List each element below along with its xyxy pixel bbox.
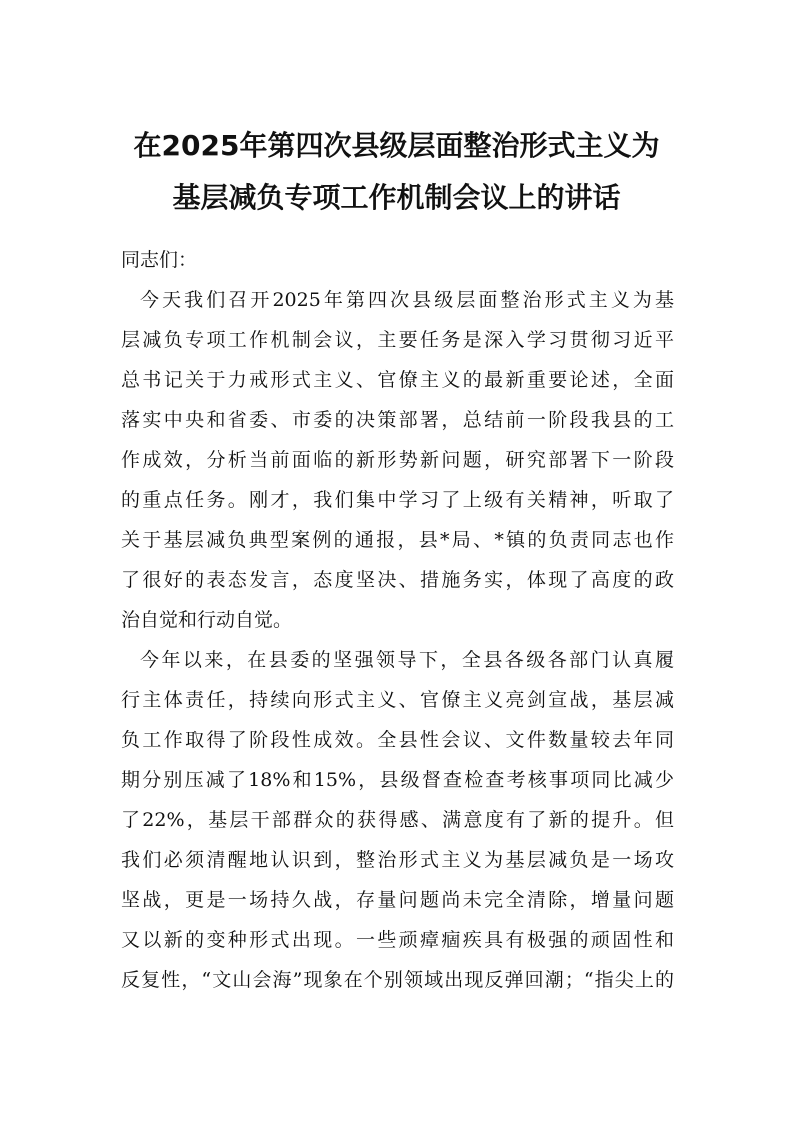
title-line-2: 基层减负专项工作机制会议上的讲话	[172, 181, 621, 214]
paragraph-line: 作成效，分析当前面临的新形势新问题，研究部署下一阶段	[121, 449, 674, 471]
paragraph-line: 今天我们召开2025年第四次县级层面整治形式主义为基	[140, 289, 674, 311]
paragraph-line: 落实中央和省委、市委的决策部署，总结前一阶段我县的工	[121, 409, 674, 431]
paragraph-line: 关于基层减负典型案例的通报，县*局、*镇的负责同志也作	[121, 529, 674, 551]
paragraph-line: 了很好的表态发言，态度坚决、措施务实，体现了高度的政	[121, 569, 674, 591]
paragraph-line: 坚战，更是一场持久战，存量问题尚未完全清除，增量问题	[121, 889, 674, 911]
paragraph-line: 层减负专项工作机制会议，主要任务是深入学习贯彻习近平	[121, 329, 674, 351]
paragraph-line: 行主体责任，持续向形式主义、官僚主义亮剑宣战，基层减	[121, 689, 674, 711]
paragraph-line: 我们必须清醒地认识到，整治形式主义为基层减负是一场攻	[121, 849, 674, 871]
salutation: 同志们：	[121, 249, 198, 271]
paragraph-line: 今年以来，在县委的坚强领导下，全县各级各部门认真履	[140, 649, 674, 671]
paragraph-line: 负工作取得了阶段性成效。全县性会议、文件数量较去年同	[121, 729, 674, 751]
title-line-1: 在2025年第四次县级层面整治形式主义为	[133, 129, 660, 162]
paragraph-1	[121, 280, 674, 640]
paragraph-line: 期分别压减了18%和15%，县级督查检查考核事项同比减少	[121, 769, 674, 791]
paragraph-line: 又以新的变种形式出现。一些顽瘴痼疾具有极强的顽固性和	[121, 929, 674, 951]
paragraph-line: 了22%，基层干部群众的获得感、满意度有了新的提升。但	[121, 809, 674, 831]
paragraph-2	[121, 640, 674, 1000]
paragraph-line: 总书记关于力戒形式主义、官僚主义的最新重要论述，全面	[121, 369, 674, 391]
paragraph-line: 的重点任务。刚才，我们集中学习了上级有关精神，听取了	[121, 489, 674, 511]
paragraph-line: 反复性，“文山会海”现象在个别领域出现反弹回潮；“指尖上的	[121, 969, 674, 991]
paragraph-line: 治自觉和行动自觉。	[121, 609, 293, 631]
document-body	[121, 240, 674, 1000]
document-title	[100, 120, 693, 224]
